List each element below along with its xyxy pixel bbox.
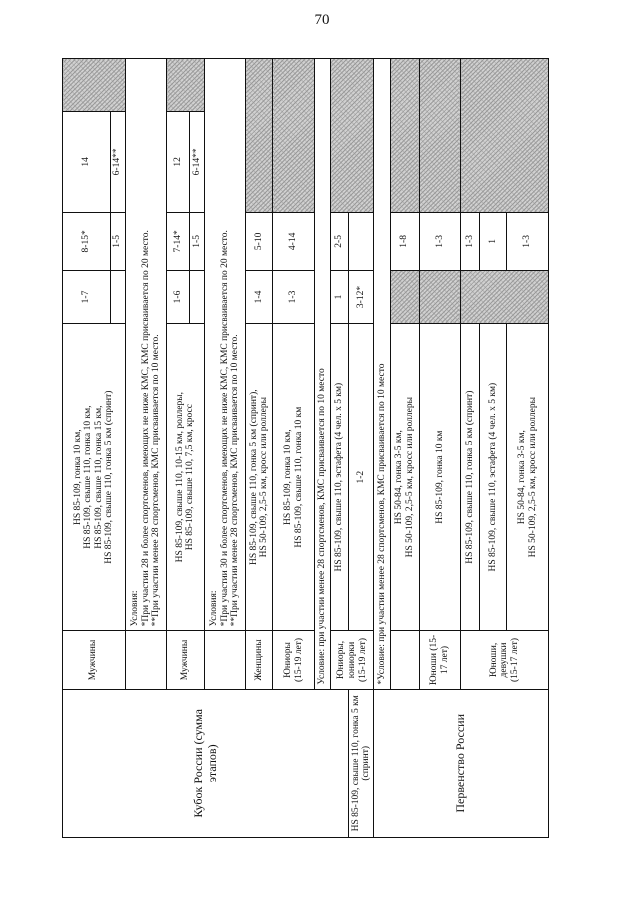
- discipline-cell: HS 85-109, свыше 110, гонка 5 км (спринт): [349, 689, 374, 837]
- hatched-cell: [419, 59, 461, 213]
- note-line: *При участии 28 и более спортсменов, имеющих не ниже КМС, КМС присваивается по 20 место.: [140, 230, 151, 627]
- rank-cell: 2-5: [331, 212, 349, 270]
- classification-table: [62, 58, 549, 838]
- note-line: **При участии менее 28 спортсменов, КМС присваивается по 10 место.: [230, 334, 241, 627]
- discipline-cell: HS 85-109, свыше 110, гонка 5 км (спринт): [461, 323, 480, 630]
- rank-cell: 1-5: [190, 212, 205, 270]
- group-men: Мужчины: [63, 631, 126, 689]
- competition-kubok: Кубок России (сумма этапов): [63, 689, 349, 837]
- discipline-cell: HS 85-109, свыше 110, эстафета (4 чел. х 5 км): [331, 323, 349, 630]
- hatched-cell: [390, 271, 419, 324]
- discipline-line: HS 85-109, свыше 110, гонка 5 км (спринт): [104, 390, 115, 564]
- competition-pervenstvo: Первенство России: [374, 689, 549, 837]
- rank-cell: 5-10: [246, 212, 273, 270]
- discipline-line: HS 85-109, свыше 110, гонка 10 км: [293, 406, 304, 548]
- hatched-cell: [273, 59, 315, 213]
- note-line: *При участии 30 и более спортсменов, имеющих не ниже КМС, КМС присваивается по 20 место.: [219, 230, 230, 627]
- discipline-cell: HS 85-109, гонка 10 км: [419, 323, 461, 630]
- discipline-line: HS 85-109, гонка 10 км,: [72, 429, 83, 525]
- discipline-line: HS 50-84, гонка 3-5 км,: [394, 430, 405, 525]
- rank-cell: 7-14*: [167, 212, 190, 270]
- conditions-note: *Условие: при участии менее 28 спортсменов, КМС присваивается по 10 место: [374, 59, 390, 690]
- group-youth-mixed: Юноши, девушки (15-17 лет): [461, 631, 549, 689]
- rank-cell: 12: [167, 112, 190, 213]
- rank-cell: 1-3: [273, 271, 315, 324]
- rank-cell: 1-2: [349, 323, 374, 630]
- rank-cell: 1-8: [390, 212, 419, 270]
- discipline-line: HS 50-109, 2,5-5 км, кросс или роллеры: [259, 396, 270, 558]
- empty-cell: [125, 631, 167, 689]
- rank-cell: 1-3: [461, 212, 480, 270]
- rank-cell: 8-15*: [63, 212, 111, 270]
- group-juniors-mixed: Юниоры, юниорки (15-19 лет): [331, 631, 374, 689]
- rank-cell: 3-12*: [349, 271, 374, 324]
- discipline-cell: [167, 323, 204, 630]
- rotated-table-container: [62, 58, 549, 838]
- hatched-cell: [167, 59, 204, 112]
- rank-cell: 1-7: [63, 271, 111, 324]
- hatched-cell: [63, 59, 126, 112]
- discipline-line: HS 85-109, свыше 110, 7,5 км, кросс: [185, 404, 196, 551]
- rank-cell: 1-4: [246, 271, 273, 324]
- discipline-cell: HS 85-109, свыше 110, эстафета (4 чел. х 5 км): [480, 323, 507, 630]
- hatched-cell: [461, 271, 549, 324]
- discipline-line: HS 50-84, гонка 3-5 км,: [516, 430, 527, 525]
- rank-cell: 6-14**: [110, 112, 125, 213]
- note-title: Условия:: [129, 590, 140, 627]
- conditions-note: [125, 59, 167, 631]
- discipline-line: HS 85-109, свыше 110, гонка 15 км,: [93, 405, 104, 549]
- rank-cell: 6-14**: [190, 112, 205, 213]
- rank-cell: 4-14: [273, 212, 315, 270]
- discipline-cell: [63, 323, 126, 630]
- discipline-line: HS 85-109, гонка 10 км,: [283, 429, 294, 525]
- rank-cell: 1-5: [110, 212, 125, 270]
- discipline-line: HS 85-109, свыше 110, гонка 5 км (спринт),: [248, 389, 259, 565]
- rank-cell: 1: [480, 212, 507, 270]
- discipline-line: HS 85-109, свыше 110, 10-15 км, роллеры,: [174, 392, 185, 563]
- discipline-cell: [246, 323, 273, 630]
- hatched-cell: [331, 59, 374, 213]
- rank-cell: 1-6: [167, 271, 190, 324]
- hatched-cell: [390, 59, 419, 213]
- group-men: Мужчины: [167, 631, 204, 689]
- rank-cell: [110, 271, 125, 324]
- table-row: [374, 59, 390, 838]
- empty-cell: [204, 631, 246, 689]
- hatched-cell: [419, 271, 461, 324]
- note-title: Условия:: [209, 590, 220, 627]
- hatched-cell: [246, 59, 273, 213]
- rank-cell: 1-3: [419, 212, 461, 270]
- conditions-note: [204, 59, 246, 631]
- discipline-cell: [507, 323, 549, 630]
- conditions-note: Условие: при участии менее 28 спортсменов, КМС присваивается по 10 место: [315, 59, 331, 690]
- discipline-cell: [273, 323, 315, 630]
- empty-cell: [390, 631, 419, 689]
- discipline-line: HS 50-109, 2,5-5 км, кросс или роллеры: [527, 396, 538, 558]
- table-row: [63, 59, 111, 838]
- group-women: Женщины: [246, 631, 273, 689]
- rank-cell: 1: [331, 271, 349, 324]
- discipline-cell: [390, 323, 419, 630]
- rank-cell: 1-3: [507, 212, 549, 270]
- note-line: **При участии менее 28 спортсменов, КМС присваивается по 10 место.: [151, 334, 162, 627]
- group-youth: Юноши (15-17 лет): [419, 631, 461, 689]
- hatched-cell: [461, 59, 549, 213]
- page-number: 70: [314, 12, 330, 28]
- discipline-line: HS 85-109, свыше 110, гонка 10 км,: [83, 405, 94, 549]
- rank-cell: 14: [63, 112, 111, 213]
- discipline-line: HS 50-109, 2,5-5 км, кросс или роллеры: [404, 396, 415, 558]
- group-juniors: Юниоры (15-19 лет): [273, 631, 315, 689]
- rank-cell: [190, 271, 205, 324]
